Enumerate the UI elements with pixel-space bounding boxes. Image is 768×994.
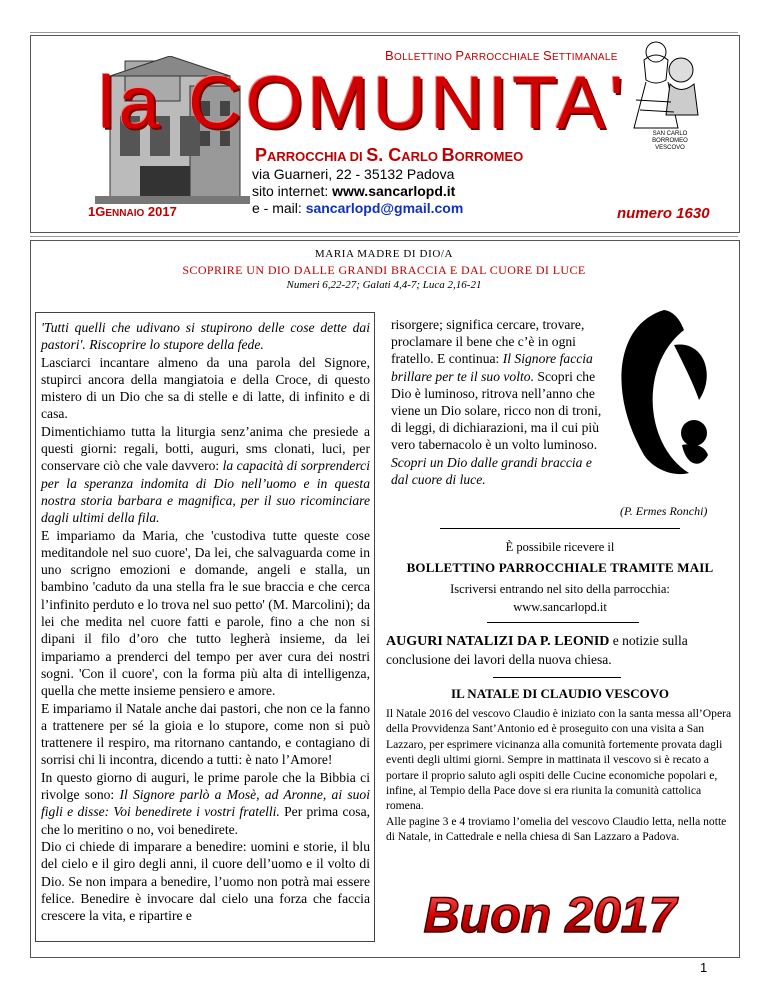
greeting-text: Buon 2017 — [423, 887, 677, 943]
homily-paragraph: E impariamo da Maria, che 'custodiva tutte queste cose meditandole nel suo cuore', Da lei, che salvaguarda come in uno scrigno emozioni e domande, angeli e stalla, un bambino 'caduto da una stella fra le sue braccia e che cerca l’infinito perduto e lo trova nel suo petto' (M. Marcolini); da lei che medita nel cuore fatti e parole, fino a che non si dipani il filo d’oro che tutto legherà insieme, da lei impariamo a prenderci del tempo per aver cura dei nostri sogni. 'Con il cuore', con la forma più alta di intelligenza, quella che mette insieme pensiero e amore. — [41, 527, 370, 699]
parish-name-part: ORROMEO — [454, 149, 524, 164]
mail-box-website-link[interactable]: www.sancarlopd.it — [513, 600, 607, 614]
website-link[interactable]: www.sancarlopd.it — [332, 183, 456, 199]
homily-italic: la capacità di sorprenderci per la speranza indomita di Dio nell’uomo e in questa nostra storia barbara e magnifica, per il suo ricominciare dagli ultimi della fila. — [41, 458, 370, 526]
homily-right-continuation — [391, 316, 606, 488]
homily-italic: 'Tutti quelli che udivano si stupirono delle cose dette dai pastori'. Riscoprire lo stupore della fede. — [41, 320, 370, 353]
bulletin-type-cap-2: P — [455, 48, 465, 63]
homily-text: Dimentichiamo tutta la liturgia senz’anima che presiede a questi giorni: regali, botti, auguri, sms clonati, luci, per conservare ciò che vale davvero: — [41, 423, 370, 474]
homily-paragraph — [41, 423, 370, 527]
buon-2017-greeting-image — [398, 880, 702, 948]
parish-address: via Guarneri, 22 - 35132 Padova — [252, 166, 455, 182]
natale-paragraph: Il Natale 2016 del vescovo Claudio è iniziato con la santa messa all’Opera della Provvidenza Sant’Antonio ed è proseguito con una visita a San Lazzaro, per esprimere vicinanza alla comunità fortemente provata dagli eventi degli ultimi giorni. Sempre in mattinata il vescovo si è recato a portare il proprio saluto agli ospiti delle Cucine economiche popolari e, infine, al Tempio della Pace dove si era riunita la comunità cattolica romena. — [386, 707, 732, 813]
madonna-and-child-image — [604, 305, 724, 485]
parish-name-part: ARROCCHIA DI — [267, 149, 367, 164]
parish-name-part: B — [441, 145, 455, 165]
homily-italic: Scopri un Dio dalle grandi braccia e dal cuore di luce. — [391, 454, 592, 487]
feast-subtitle: SCOPRIRE UN DIO DALLE GRANDI BRACCIA E DAL CUORE DI LUCE — [182, 263, 586, 277]
homily-text: Per prima cosa, che lo meritino o no, voi benedirete. — [41, 804, 370, 837]
date-month-rest: ENNAIO — [105, 208, 145, 219]
date-month-cap: G — [95, 204, 106, 219]
header-top-rule — [30, 32, 738, 33]
divider — [493, 677, 621, 678]
bulletin-type-cap-3: S — [542, 48, 552, 63]
homily-text: risorgere; significa cercare, trovare, proclamare il bene che c’è in ogni fratello. E continua: — [391, 317, 585, 367]
feast-readings: Numeri 6,22-27; Galati 4,4-7; Luca 2,16-21 — [286, 279, 482, 291]
homily-text: Scopri che Dio è luminoso, ritrova nell’anno che viene un Dio solare, ricco non di troni, di leggi, di dichiarazioni, ma il cui più vero tabernacolo è un volto luminoso. — [391, 368, 602, 453]
bulletin-type-rest-3: ETTIMANALE — [551, 52, 618, 63]
mail-box-intro: È possibile ricevere il — [505, 540, 615, 554]
saint-caption — [640, 131, 700, 153]
bulletin-type-rest-1: OLLETTINO — [393, 52, 456, 63]
auguri-notice — [386, 632, 738, 669]
date-day: 1 — [88, 204, 96, 219]
parish-email — [252, 200, 463, 216]
natale-body — [386, 706, 732, 845]
parish-name — [255, 145, 523, 166]
mail-box-subtitle: Iscriversi entrando nel sito della parrocchia: — [450, 582, 670, 596]
mail-box-heading: BOLLETTINO PARROCCHIALE TRAMITE MAIL — [406, 560, 714, 575]
email-label: e - mail: — [252, 200, 306, 216]
divider — [487, 622, 639, 623]
masthead-title: la COMUNITA' — [98, 61, 628, 144]
homily-paragraph: Dio ci chiede di imparare a benedire: uomini e storie, il blu del cielo e il giro degli anni, il cuore dell’uomo e il volto di Dio. Se non impara a benedire, l’uomo non potrà mai essere felice. Benedire è invocare dal cielo una forza che faccia crescere la vita, e ripartire e — [41, 838, 370, 924]
auguri-heading: AUGURI NATALIZI DA P. LEONID — [386, 634, 610, 649]
homily-paragraph — [41, 769, 370, 838]
homily-paragraph — [41, 319, 370, 354]
website-label: sito internet: — [252, 183, 333, 199]
natale-paragraph: Alle pagine 3 e 4 troviamo l’omelia del vescovo Claudio letta, nella notte di Natale, in Cattedrale e nella chiesa di San Lazzaro a Padova. — [386, 814, 727, 844]
homily-paragraph: E impariamo il Natale anche dai pastori, che non ce la fanno a trattenere per sé la gioia e lo stupore, come non si può trattenere il respiro, ma ritornano cantando, e contagiano di sorrisi chi li incontra, dicendo a tutti: è nato l’Amore! — [41, 700, 370, 768]
page-number: 1 — [700, 960, 708, 975]
saint-caption-role: VESCOVO — [655, 145, 685, 152]
email-link[interactable]: sancarlopd@gmail.com — [305, 200, 464, 216]
divider — [440, 528, 680, 529]
homily-italic: Il Signore parlò a Mosè, ad Aronne, ai suoi figli e disse: Voi benedirete i vostri fratelli. — [41, 787, 370, 820]
homily-text: In questo giorno di auguri, le prime parole che la Bibbia ci rivolge sono: — [41, 769, 370, 803]
parish-name-part: ARLO — [401, 149, 442, 164]
header-bottom-rule — [30, 236, 738, 237]
homily-italic: Il Signore faccia brillare per te il suo volto. — [391, 351, 593, 384]
feast-title: MARIA MADRE DI DIO/A — [314, 248, 454, 260]
bulletin-type-rest-2: ARROCCHIALE — [464, 52, 543, 63]
bulletin-type-cap-1: B — [385, 48, 394, 63]
date-year: 2017 — [144, 204, 177, 219]
saint-caption-name: SAN CARLO BORROMEO — [652, 131, 688, 145]
homily-left-column — [35, 312, 375, 942]
issue-number: numero 1630 — [617, 205, 710, 222]
parish-name-part: P — [255, 145, 268, 165]
homily-paragraph: Lasciarci incantare almeno da una parola del Signore, stupirci ancora della mangiatoia e della Croce, di questo mistero di un Dio che sa di stelle e di latte, di infinito e di casa. — [41, 354, 370, 422]
parish-name-part: S. C — [366, 145, 402, 165]
natale-heading: IL NATALE DI CLAUDIO VESCOVO — [451, 686, 669, 701]
parish-website — [252, 183, 455, 199]
homily-author: (P. Ermes Ronchi) — [620, 504, 708, 518]
issue-date — [88, 204, 177, 219]
auguri-text: e notizie sulla conclusione dei lavori della nuova chiesa. — [386, 633, 688, 667]
